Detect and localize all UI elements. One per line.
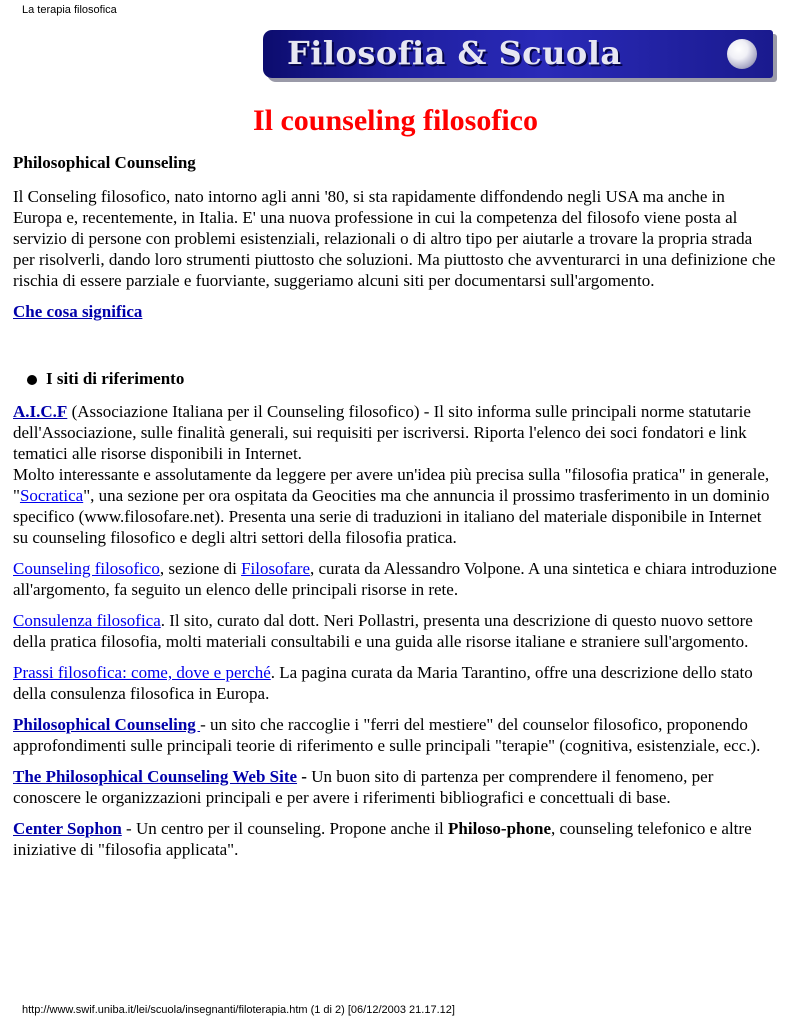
aicf-text-2: Molto interessante e assolutamente da leggere per avere un'idea più precisa sulla "filosofia pratica" in generale, " [13, 465, 770, 505]
page-title: Il counseling filosofico [252, 104, 538, 137]
web-site-text: Un buon sito di partenza per comprendere il fenomeno, per conoscere le organizzazioni principali e per avere i riferimenti bibliografici e concettuali di base. [13, 767, 714, 807]
counseling-filosofico-link[interactable]: Counseling filosofico [13, 559, 160, 578]
main-content [13, 152, 778, 870]
consulenza-text: . Il sito, curato dal dott. Neri Pollastri, presenta una descrizione di questo nuovo settore della pratica filosofia, molti materiali consultabili e una guida alle risorse italiane e straniere sull'argomento. [13, 611, 753, 651]
aicf-link[interactable]: A.I.C.F [13, 402, 68, 421]
sophon-text-1: - Un centro per il counseling. Propone anche il [121, 819, 449, 838]
filosofare-link[interactable]: Filosofare [241, 559, 310, 578]
web-site-link[interactable]: The Philosophical Counseling Web Site [13, 767, 298, 786]
entry-philosophical [13, 714, 778, 756]
web-site-dash: - [297, 767, 307, 786]
page-footer: http://www.swif.uniba.it/lei/scuola/insegnanti/filoterapia.htm (1 di 2) [06/12/2003 21.17.12] [22, 1004, 455, 1016]
entry-website [13, 766, 778, 808]
entry-sophon [13, 818, 778, 860]
entry-aicf [13, 401, 778, 548]
sophon-text-2: , counseling telefonico e altre iniziative di "filosofia applicata". [13, 819, 752, 859]
aicf-text-3: ", una sezione per ora ospitata da Geocities ma che annuncia il prossimo trasferimento in un dominio specifico (www.filosofare.net). Presenta una serie di traduzioni in italiano del materiale disponibile in Internet su counseling filosofico e degli altri settori della filosofia pratica. [13, 486, 770, 547]
entry-prassi [13, 662, 778, 704]
counseling-text-2: , curata da Alessandro Volpone. A una sintetica e chiara introduzione all'argomento, fa seguito un elenco delle principali risorse in rete. [13, 559, 777, 599]
bullet-icon [27, 375, 37, 385]
banner-text: Filosofia & Scuola [287, 34, 622, 72]
site-banner [263, 30, 773, 78]
prassi-text: . La pagina curata da Maria Tarantino, offre una descrizione dello stato della consulenza filosofica in Europa. [13, 663, 753, 703]
entry-consulenza [13, 610, 778, 652]
counseling-text-1: , sezione di [159, 559, 242, 578]
intro-paragraph: Il Conseling filosofico, nato intorno agli anni '80, si sta rapidamente diffondendo negli USA ma anche in Europa e, recentemente, in Italia. E' una nuova professione in cui la competenza del filosofo viene posta al servizio di persone con problemi esistenziali, relazionali o di altro tipo per aiutarle a trovare la propria strada per risolverli, dando loro strumenti piuttosto che soluzioni. Ma piuttosto che avventurarci in una definizione che rischia di essere parziale e fuorviante, suggeriamo alcuni siti per documentarsi sull'argomento. [13, 187, 776, 290]
sphere-icon [727, 39, 757, 69]
entry-counseling-filosofico [13, 558, 778, 600]
prassi-link[interactable]: Prassi filosofica: come, dove e perché [13, 663, 271, 682]
meaning-link[interactable]: Che cosa significa [13, 302, 143, 321]
philosophical-counseling-link[interactable]: Philosophical Counseling [13, 715, 201, 734]
bullet-heading [27, 368, 778, 389]
philoso-phone: Philoso-phone [448, 819, 551, 838]
meaning-paragraph [13, 301, 778, 322]
consulenza-link[interactable]: Consulenza filosofica [13, 611, 161, 630]
bullet-heading-text: I siti di riferimento [46, 369, 185, 388]
aicf-text-1: (Associazione Italiana per il Counseling filosofico) - Il sito informa sulle principali norme statutarie dell'Associazione, sulle finalità generali, sui requisiti per iscriversi. Riporta l'elenco dei soci fondatori e link tematici alle risorse disponibili in Internet. [13, 402, 751, 463]
page-header: La terapia filosofica [22, 4, 117, 16]
center-sophon-link[interactable]: Center Sophon [13, 819, 122, 838]
philosophical-text: - un sito che raccoglie i "ferri del mestiere" del counselor filosofico, proponendo approfondimenti sulle principali teorie di riferimento e sulle principali "terapie" (cognitiva, esistenziale, ecc.). [13, 715, 761, 755]
socratica-link[interactable]: Socratica [19, 486, 84, 505]
subtitle: Philosophical Counseling [13, 153, 196, 172]
